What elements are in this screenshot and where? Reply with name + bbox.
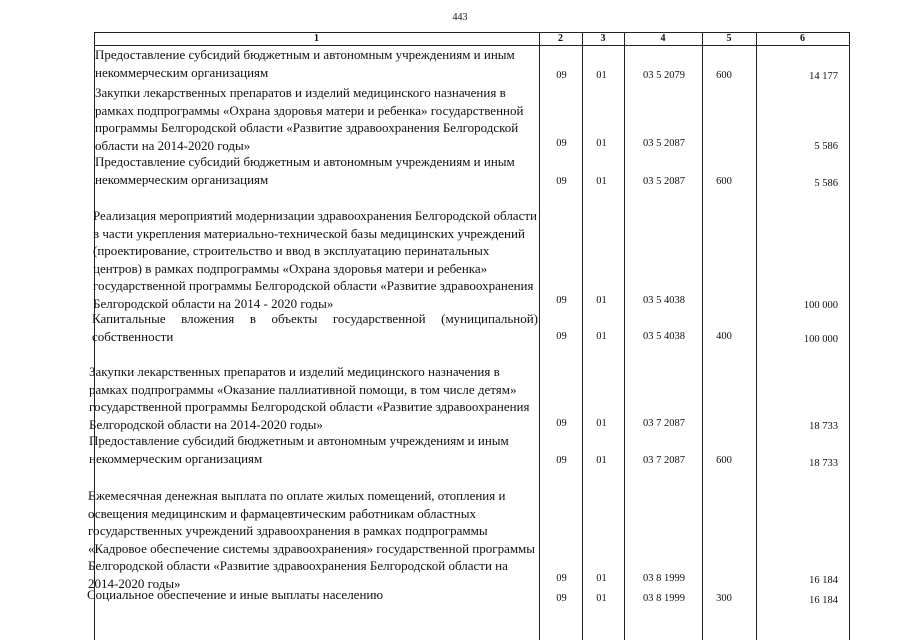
row-target-code: 03 5 2087 [643, 138, 685, 149]
row-section: 09 [556, 138, 567, 149]
row-amount: 5 586 [814, 178, 838, 189]
row-expense-type: 600 [716, 176, 732, 187]
row-amount: 100 000 [803, 334, 838, 345]
row-description: Предоставление субсидий бюджетным и автономным учреждениям и иным некоммерческим организациям [89, 433, 509, 466]
row-section: 09 [556, 70, 567, 81]
column-divider-5 [756, 32, 757, 640]
row-expense-type: 600 [716, 455, 732, 466]
row-subsection: 01 [596, 455, 607, 466]
row-target-code: 03 7 2087 [643, 418, 685, 429]
row-amount: 18 733 [809, 458, 838, 469]
header-col-5: 5 [726, 33, 732, 44]
row-section: 09 [556, 176, 567, 187]
header-col-1: 1 [314, 33, 319, 44]
row-amount: 18 733 [809, 421, 838, 432]
row-subsection: 01 [596, 295, 607, 306]
row-subsection: 01 [596, 418, 607, 429]
row-subsection: 01 [596, 138, 607, 149]
row-section: 09 [556, 573, 567, 584]
row-description: Предоставление субсидий бюджетным и автономным учреждениям и иным некоммерческим организациям [95, 47, 515, 80]
header-col-2: 2 [558, 33, 563, 44]
table-right-border [849, 32, 850, 640]
header-col-3: 3 [600, 33, 606, 44]
row-target-code: 03 8 1999 [643, 593, 685, 604]
page-number: 443 [452, 12, 468, 23]
row-target-code: 03 8 1999 [643, 573, 685, 584]
row-section: 09 [556, 331, 567, 342]
header-col-6: 6 [800, 33, 805, 44]
row-target-code: 03 5 4038 [643, 331, 685, 342]
row-subsection: 01 [596, 176, 607, 187]
row-target-code: 03 5 2079 [643, 70, 685, 81]
row-target-code: 03 5 2087 [643, 176, 685, 187]
row-expense-type: 300 [716, 593, 732, 604]
row-section: 09 [556, 295, 567, 306]
row-description: Ежемесячная денежная выплата по оплате жилых помещений, отопления и освещения медицинским и фармацевтическим работникам областных государственных учреждений здравоохранения в рамках подпрограммы «Кадровое обеспечение системы здравоохранения» государственной программы Белгородской области «Развитие здравоохранения Белгородской области на 2014-2020 годы» [88, 488, 536, 591]
row-description: Реализация мероприятий модернизации здравоохранения Белгородской области в части укрепления материально-технической базы медицинских учреждений (проектирование, строительство и ввод в эксплуатацию перинатальных центров) в рамках подпрограммы «Охрана здоровья матери и ребенка» государственной программы Белгородской области «Развитие здравоохранения Белгородской области на 2014 - 2020 годы» [93, 208, 537, 311]
row-subsection: 01 [596, 70, 607, 81]
row-section: 09 [556, 455, 567, 466]
row-target-code: 03 7 2087 [643, 455, 685, 466]
row-amount: 100 000 [803, 300, 838, 311]
header-col-4: 4 [660, 33, 666, 44]
row-amount: 14 177 [809, 71, 838, 82]
row-expense-type: 600 [716, 70, 732, 81]
row-amount: 16 184 [809, 595, 838, 606]
row-description: Закупки лекарственных препаратов и изделий медицинского назначения в рамках подпрограммы «Оказание паллиативной помощи, в том числе детям» государственной программы Белгородской области «Развитие здравоохранения Белгородской области на 2014-2020 годы» [89, 364, 530, 432]
row-description: Предоставление субсидий бюджетным и автономным учреждениям и иным некоммерческим организациям [95, 154, 515, 187]
row-subsection: 01 [596, 331, 607, 342]
row-description: Социальное обеспечение и иные выплаты населению [87, 587, 384, 602]
row-description: Закупки лекарственных препаратов и изделий медицинского назначения в рамках подпрограммы «Охрана здоровья матери и ребенка» государственной программы Белгородской области «Развитие здравоохранения Белгородской области на 2014-2020 годы» [95, 85, 524, 153]
row-subsection: 01 [596, 573, 607, 584]
row-amount: 5 586 [814, 141, 838, 152]
budget-table [87, 32, 850, 640]
row-amount: 16 184 [809, 575, 838, 586]
row-expense-type: 400 [716, 331, 732, 342]
row-section: 09 [556, 593, 567, 604]
row-target-code: 03 5 4038 [643, 295, 685, 306]
row-description: Капитальные вложения в объекты государственной (муниципальной) собственности [92, 311, 538, 344]
row-section: 09 [556, 418, 567, 429]
row-subsection: 01 [596, 593, 607, 604]
